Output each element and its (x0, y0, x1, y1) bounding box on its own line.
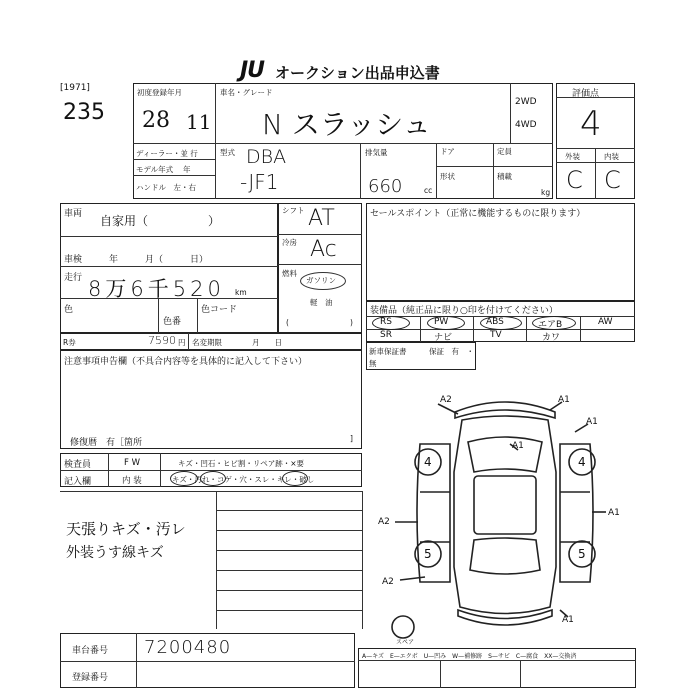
equip-leather: カワ (542, 333, 561, 343)
exterior-label: 外装 (565, 152, 580, 161)
entry-label: 記入欄 (64, 477, 92, 487)
color-label: 色 (64, 305, 74, 315)
cargo-label: 積載 (497, 172, 512, 181)
displacement-value: 660 (368, 176, 403, 197)
equip-circle-pw (427, 316, 465, 330)
equip-navi: ナビ (434, 333, 453, 343)
name-change-label: 名変期限 月 日 (192, 338, 282, 347)
mark-a2-left-rear: A2 (382, 577, 394, 587)
grade-label: 評価点 (572, 89, 600, 99)
circle-rub (282, 471, 308, 486)
car-damage-diagram (370, 372, 640, 647)
model-year-label: モデル年式 年 (136, 165, 191, 174)
cc-unit: cc (424, 186, 433, 195)
type-value-1: DBA (246, 146, 287, 168)
mark-a1-right: A1 (586, 417, 598, 427)
handle-label: ハンドル 左・右 (136, 183, 196, 192)
mark-a1-rear: A1 (562, 615, 574, 625)
form-title: オークション出品申込書 (275, 64, 440, 82)
ref-number: [1971] (60, 83, 90, 93)
tire-tread-fl: 4 (424, 455, 432, 469)
shift-value: AT (308, 206, 335, 231)
mark-a1-front-right: A1 (558, 395, 570, 405)
inspector-label: 検査員 (64, 460, 92, 470)
damage-legend: A—キズ E—エクボ U—凹み W—補修跡 S—サビ C—腐食 XX—交換済 (362, 653, 577, 660)
mark-a2-left: A2 (378, 517, 390, 527)
shift-label: シフト (282, 206, 305, 215)
reg-month-value: 11 (186, 110, 212, 134)
caution-label: 注意事項申告欄（不具合内容等を具体的に記入して下さい） (64, 357, 308, 367)
circle-dirt (200, 471, 226, 486)
color-code-label: 色コード (201, 305, 238, 315)
mileage-label: 走行 (64, 273, 83, 283)
ac-value: Ac (310, 237, 337, 262)
dealer-label: ディーラー・並 行 (136, 149, 198, 158)
equip-airbag: エアB (538, 320, 563, 330)
handwritten-note-2: 外装うす線キズ (66, 545, 164, 561)
equipment-label: 装備品（純正品に限り○印を付けてください） (370, 306, 558, 316)
equip-rs: RS (380, 317, 392, 327)
fuel-gasoline: ガソリン (306, 276, 336, 285)
codes-row-1: キズ・凹石・ヒビ割・リペア跡・×要 (178, 459, 304, 468)
recycle-label: R券 (63, 338, 76, 347)
inspection-label: 車検 年 月（ 日） (64, 255, 209, 265)
chassis-value: 7200480 (144, 637, 232, 658)
equip-aw: AW (598, 317, 613, 327)
interior-entry-label: 内 装 (122, 476, 142, 486)
grade-score: 4 (580, 104, 602, 144)
yen-unit: 円 (178, 338, 186, 347)
reg-year-label: 初度登録年月 (137, 88, 182, 97)
type-label: 型式 (220, 148, 235, 157)
sales-point-label: セールスポイント（正常に機能するものに限ります） (370, 209, 586, 219)
fw-label: F W (124, 458, 140, 468)
type-value-2: -JF1 (240, 170, 279, 194)
brand-text: JU (240, 58, 265, 83)
codes-row-2: キズ・汚れ・コゲ・穴・スレ・キレ・破し (172, 475, 315, 484)
exterior-grade: C (566, 166, 583, 194)
capacity-label: 定員 (497, 147, 512, 156)
mark-a1-hood: A1 (512, 441, 524, 451)
chassis-label: 車台番号 (72, 646, 109, 656)
use-value: 自家用（ ） (100, 214, 221, 228)
recycle-value: 7590 (148, 334, 176, 347)
brand-logo (240, 58, 264, 83)
mark-a2-front: A2 (440, 395, 452, 405)
mileage-value: 8万6千520 (88, 277, 225, 301)
ac-label: 冷房 (282, 238, 297, 247)
tire-tread-rr: 5 (578, 547, 586, 561)
fuel-label: 燃料 (282, 269, 297, 278)
color-number-label: 色番 (163, 317, 182, 327)
kg-unit: kg (541, 188, 551, 197)
km-unit: km (235, 288, 247, 297)
shape-label: 形状 (440, 172, 455, 181)
equip-circle-abs (480, 316, 522, 330)
interior-grade: C (604, 166, 621, 194)
equip-circle-rs (372, 316, 410, 330)
car-name-label: 車名・グレード (220, 88, 273, 97)
reg-year-value: 28 (142, 108, 170, 133)
equip-tv: TV (490, 330, 502, 340)
equip-sr: SR (380, 330, 392, 340)
tire-tread-fr: 4 (578, 455, 586, 469)
drive-4wd: 4WD (515, 120, 537, 130)
equip-abs: ABS (486, 317, 504, 327)
door-label: ドア (440, 147, 455, 156)
lot-number: 235 (63, 100, 105, 125)
circle-scratch (170, 471, 198, 486)
equip-circle-airbag (532, 316, 576, 330)
displacement-label: 排気量 (365, 148, 388, 157)
equip-pw: PW (434, 317, 449, 327)
repair-history-label: 修復暦 有［箇所 (70, 438, 143, 448)
tire-tread-rl: 5 (424, 547, 432, 561)
drive-2wd: 2WD (515, 97, 537, 107)
interior-label: 内装 (604, 152, 619, 161)
handwritten-note-1: 天張りキズ・汚レ (66, 520, 186, 538)
mark-a1-right-door: A1 (608, 508, 620, 518)
car-name-value: N スラッシュ (262, 108, 431, 141)
spare-label: スペア (396, 639, 415, 646)
use-label: 車両 (64, 209, 83, 219)
fuel-diesel: 軽 油 (310, 298, 333, 307)
warranty-label: 新車保証書 保証 有 ・ 無 (369, 347, 482, 368)
registration-label: 登録番号 (72, 673, 109, 683)
